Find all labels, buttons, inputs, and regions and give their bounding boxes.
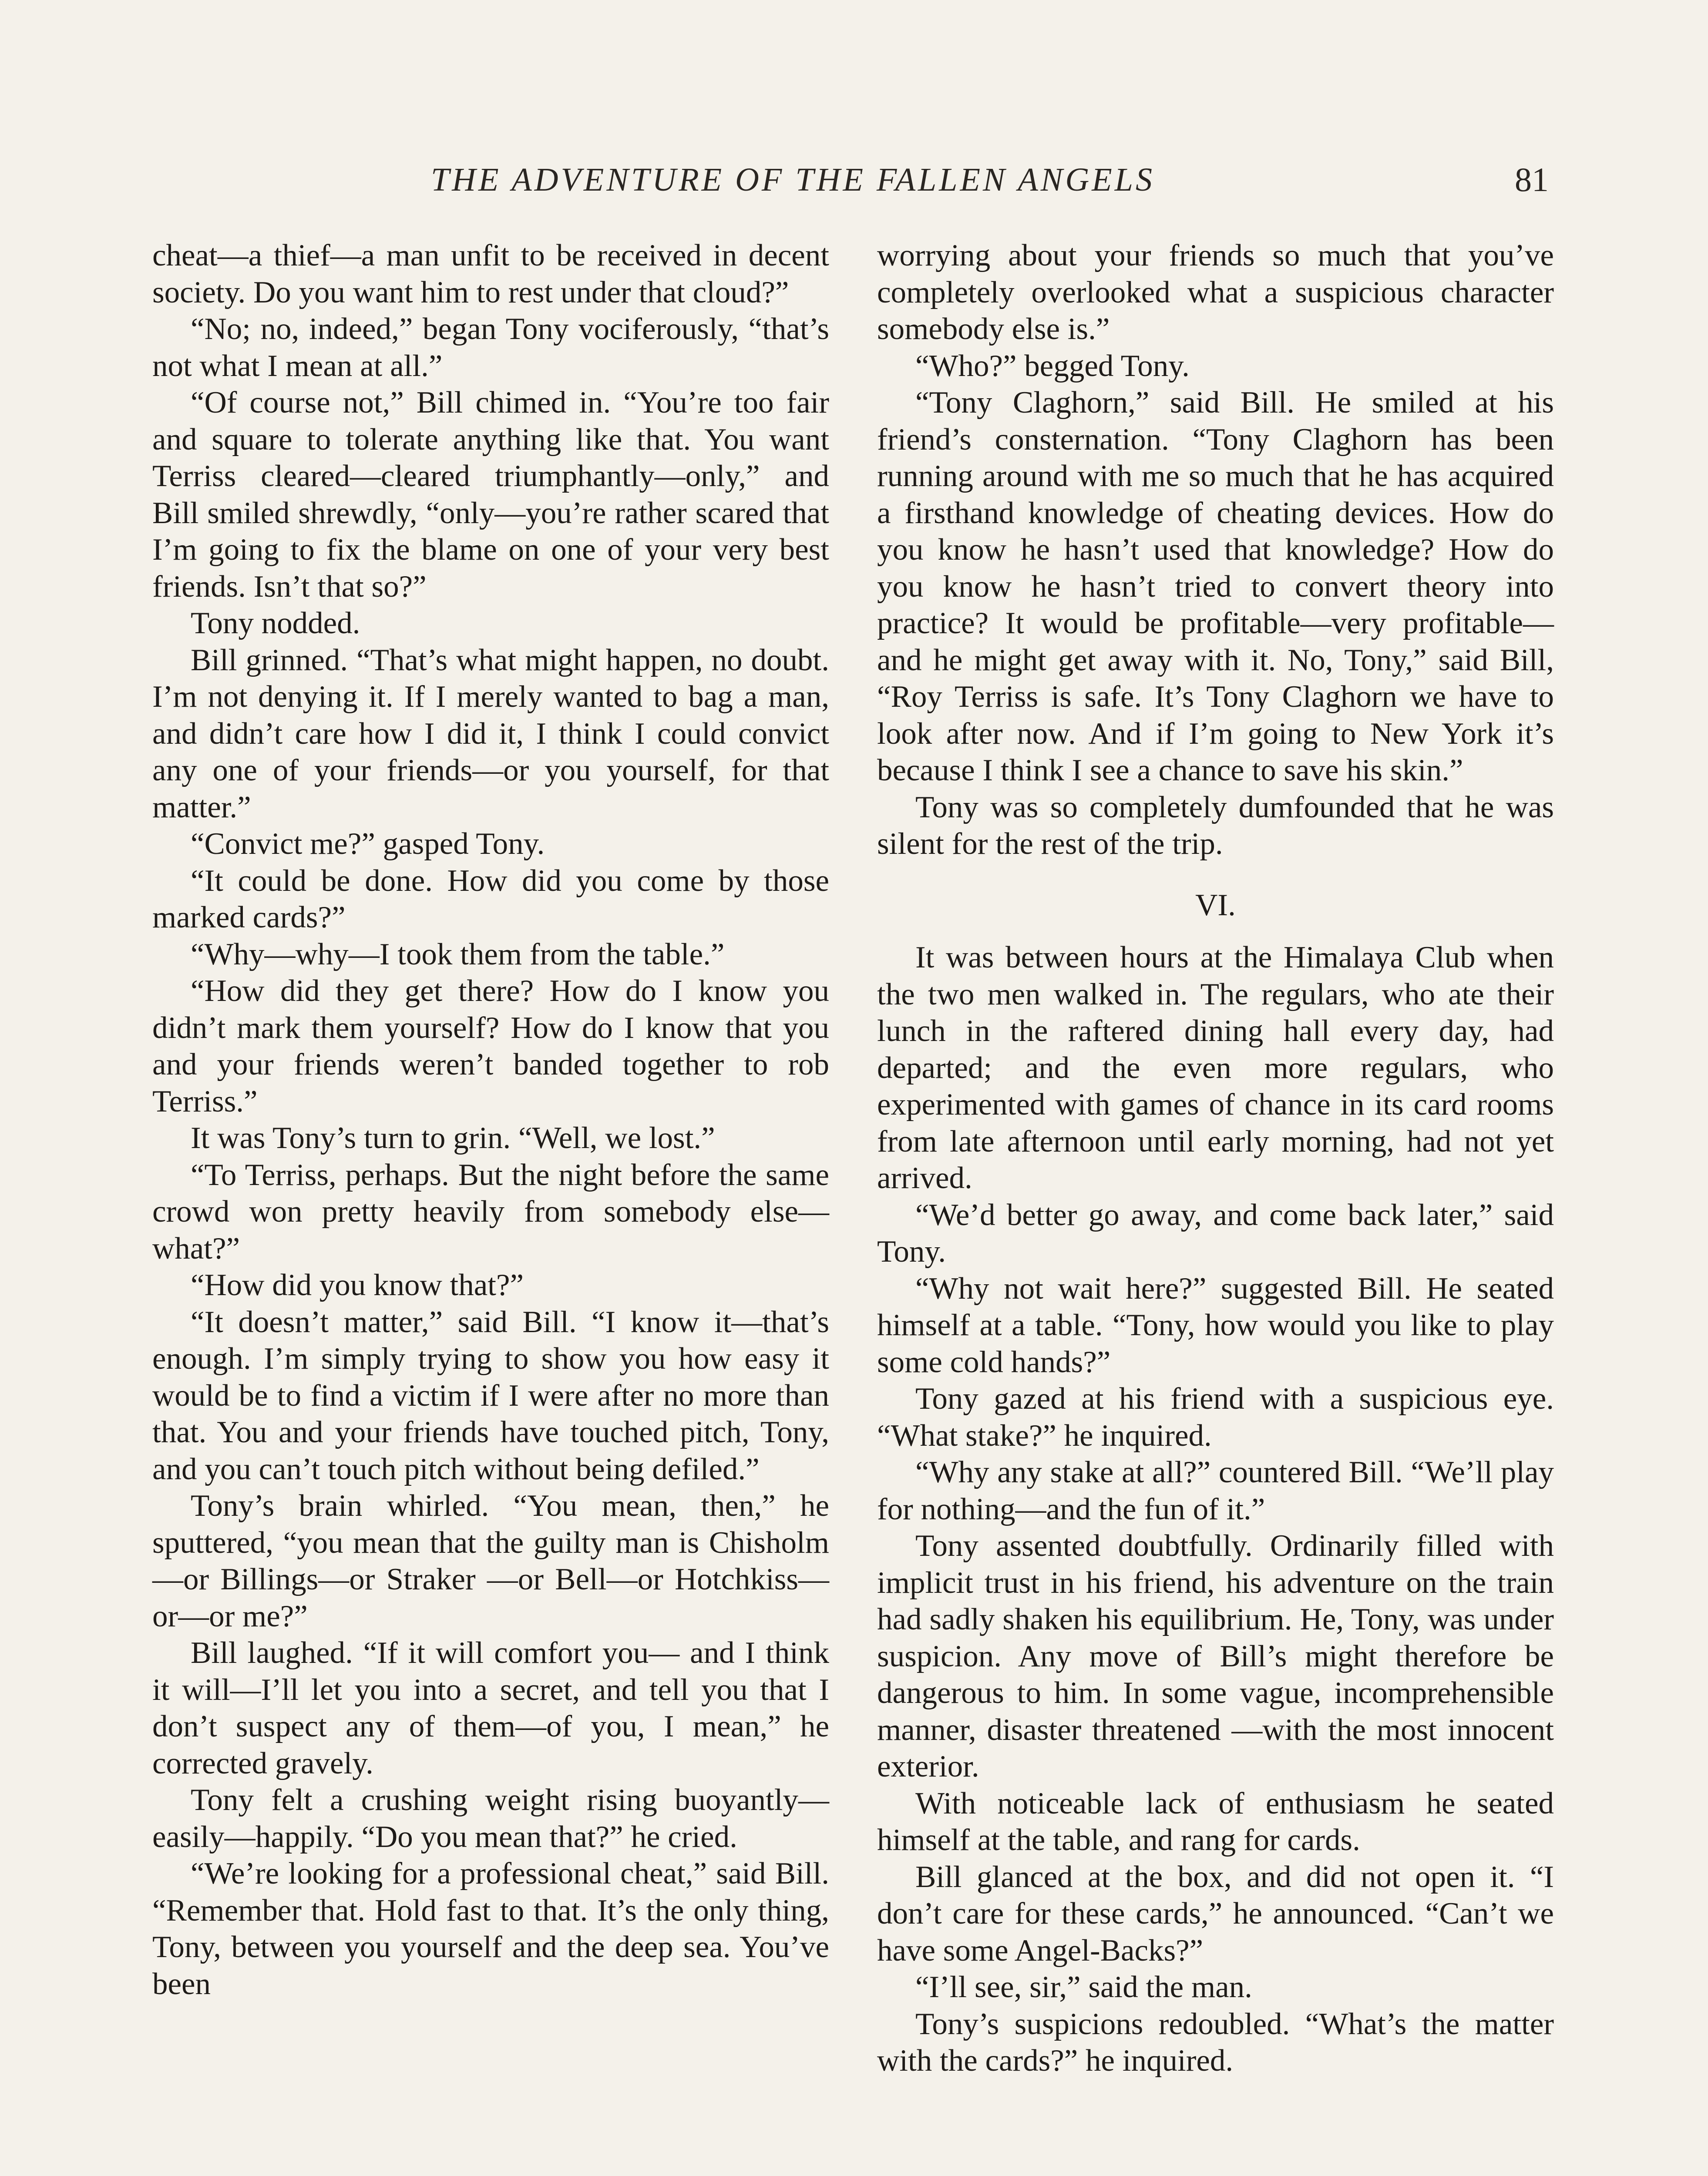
paragraph: Bill laughed. “If it will comfort you— and I think it will—I’ll let you into a secret, and tell you that I don’t suspect any of them—of you, I mean,” he corrected gravely. — [152, 1636, 829, 1780]
paragraph: “I’ll see, sir,” said the man. — [915, 1970, 1252, 2004]
section-heading: VI. — [1195, 888, 1236, 922]
paragraph: “It could be done. How did you come by those marked cards?” — [152, 863, 829, 934]
right-column — [877, 237, 1554, 2079]
paragraph: worrying about your friends so much that you’ve completely overlooked what a suspicious character somebody else is.” — [877, 238, 1554, 346]
paragraph: “Why—why—I took them from the table.” — [191, 937, 725, 971]
paragraph: “To Terriss, perhaps. But the night before the same crowd won pretty heavily from somebody else—what?” — [152, 1158, 829, 1266]
page-number: 81 — [1515, 161, 1549, 198]
paragraph: “Convict me?” gasped Tony. — [191, 827, 545, 861]
paragraph: Tony was so completely dumfounded that he was silent for the rest of the trip. — [877, 790, 1554, 861]
paragraph: With noticeable lack of enthusiasm he seated himself at the table, and rang for cards. — [877, 1786, 1554, 1857]
left-column — [152, 237, 829, 2002]
paragraph: Tony’s brain whirled. “You mean, then,” he sputtered, “you mean that the guilty man is Chisholm—or Billings—or Straker —or Bell—or Hotchkiss—or—or me?” — [152, 1489, 829, 1633]
paragraph: “We’re looking for a professional cheat,” said Bill. “Remember that. Hold fast to that. It’s the only thing, Tony, between you yourself and the deep sea. You’ve been — [152, 1857, 829, 2001]
paragraph: “It doesn’t matter,” said Bill. “I know it—that’s enough. I’m simply trying to show you how easy it would be to find a victim if I were after no more than that. You and your friends have touched pitch, Tony, and you can’t touch pitch without being defiled.” — [152, 1305, 829, 1486]
paragraph: “Why not wait here?” suggested Bill. He seated himself at a table. “Tony, how would you like to play some cold hands?” — [877, 1271, 1554, 1379]
paragraph: Bill grinned. “That’s what might happen, no doubt. I’m not denying it. If I merely wanted to bag a man, and didn’t care how I did it, I think I could convict any one of your friends—or you yourself, for that matter.” — [152, 643, 829, 824]
paragraph: “Why any stake at all?” countered Bill. “We’ll play for nothing—and the fun of it.” — [877, 1455, 1554, 1526]
paragraph: “How did you know that?” — [191, 1268, 524, 1302]
paragraph: “Who?” begged Tony. — [915, 349, 1190, 383]
paragraph: Tony’s suspicions redoubled. “What’s the matter with the cards?” he inquired. — [877, 2007, 1554, 2078]
paragraph: “Of course not,” Bill chimed in. “You’re too fair and square to tolerate anything like that. You want Terriss cleared—cleared triumphantly—only,” and Bill smiled shrewdly, “only—you’re rather scared that I’m going to fix the blame on one of your very best friends. Isn’t that so?” — [152, 386, 829, 604]
paragraph: cheat—a thief—a man unfit to be received in decent society. Do you want him to rest under that cloud?” — [152, 238, 829, 309]
running-header: THE ADVENTURE OF THE FALLEN ANGELS — [431, 161, 1155, 198]
paragraph: It was between hours at the Himalaya Club when the two men walked in. The regulars, who ate their lunch in the raftered dining hall every day, had departed; and the even more regulars, who experimented with games of chance in its card rooms from late afternoon until early morning, had not yet arrived. — [877, 940, 1554, 1195]
paragraph: Tony assented doubtfully. Ordinarily filled with implicit trust in his friend, his adventure on the train had sadly shaken his equilibrium. He, Tony, was under suspicion. Any move of Bill’s might therefore be dangerous to him. In some vague, incomprehensible manner, disaster threatened —with the most innocent exterior. — [877, 1529, 1554, 1783]
paragraph: “Tony Claghorn,” said Bill. He smiled at his friend’s consternation. “Tony Claghorn has been running around with me so much that he has acquired a firsthand knowledge of cheating devices. How do you know he hasn’t used that knowledge? How do you know he hasn’t tried to convert theory into practice? It would be profitable—very profitable—and he might get away with it. No, Tony,” said Bill, “Roy Terriss is safe. It’s Tony Claghorn we have to look after now. And if I’m going to New York it’s because I think I see a chance to save his skin.” — [877, 386, 1554, 787]
paragraph: “We’d better go away, and come back later,” said Tony. — [877, 1198, 1554, 1269]
paragraph: “No; no, indeed,” began Tony vociferously, “that’s not what I mean at all.” — [152, 312, 829, 383]
paragraph: “How did they get there? How do I know you didn’t mark them yourself? How do I know that you and your friends weren’t banded together to rob Terriss.” — [152, 974, 829, 1118]
paragraph: Tony gazed at his friend with a suspicious eye. “What stake?” he inquired. — [877, 1382, 1554, 1453]
paragraph: Tony felt a crushing weight rising buoyantly—easily—happily. “Do you mean that?” he cried. — [152, 1783, 829, 1854]
paragraph: Tony nodded. — [191, 606, 360, 640]
paragraph: Bill glanced at the box, and did not open it. “I don’t care for these cards,” he announced. “Can’t we have some Angel-Backs?” — [877, 1860, 1554, 1968]
paragraph: It was Tony’s turn to grin. “Well, we lost.” — [191, 1121, 715, 1155]
